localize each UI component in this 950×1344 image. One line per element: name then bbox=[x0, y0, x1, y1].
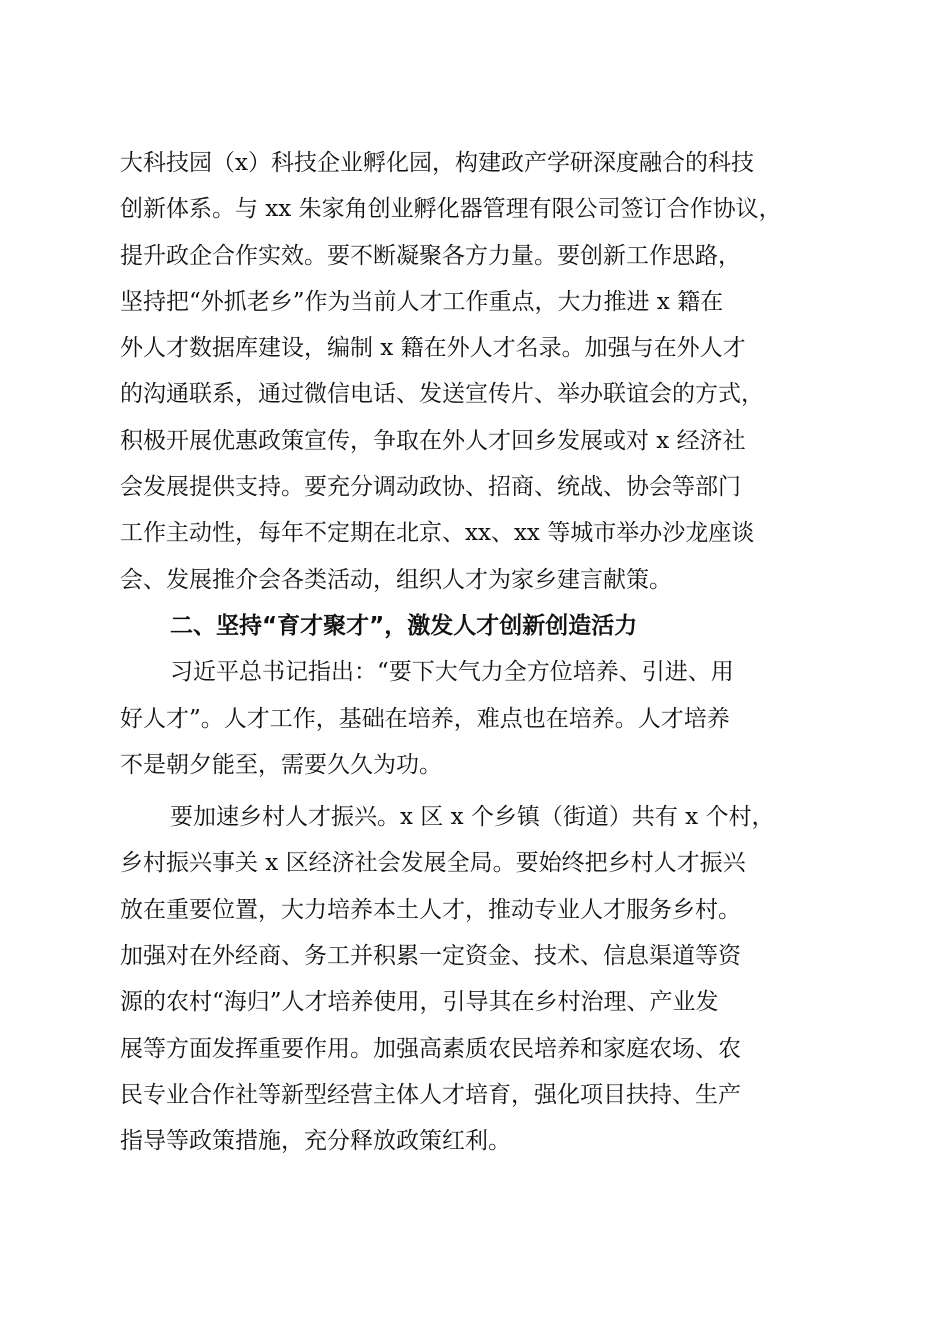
text-line: 乡村振兴事关 x 区经济社会发展全局。要始终把乡村人才振兴 bbox=[120, 850, 746, 877]
text-line: 大科技园（x）科技企业孵化园，构建政产学研深度融合的科技 bbox=[120, 150, 754, 176]
text-line: 指导等政策措施，充分释放政策红利。 bbox=[120, 1128, 511, 1155]
text-line: 民专业合作社等新型经营主体人才培育，强化项目扶持、生产 bbox=[120, 1081, 741, 1108]
text-line: 加强对在外经商、务工并积累一定资金、技术、信息渠道等资 bbox=[120, 943, 741, 970]
text-line: 会、发展推介会各类活动，组织人才为家乡建言献策。 bbox=[120, 566, 672, 593]
document-body bbox=[120, 140, 832, 1165]
text-line: 外人才数据库建设，编制 x 籍在外人才名录。加强与在外人才 bbox=[120, 335, 746, 362]
section-heading: 二、坚持“育才聚才”，激发人才创新创造活力 bbox=[170, 612, 638, 639]
text-line: 要加速乡村人才振兴。x 区 x 个乡镇（街道）共有 x 个村， bbox=[170, 804, 775, 831]
text-line: 积极开展优惠政策宣传，争取在外人才回乡发展或对 x 经济社 bbox=[120, 427, 746, 454]
text-line: 放在重要位置，大力培养本土人才，推动专业人才服务乡村。 bbox=[120, 896, 741, 923]
text-line: 展等方面发挥重要作用。加强高素质农民培养和家庭农场、农 bbox=[120, 1035, 741, 1062]
text-line: 提升政企合作实效。要不断凝聚各方力量。要创新工作思路， bbox=[120, 242, 741, 269]
text-line: 不是朝夕能至，需要久久为功。 bbox=[120, 751, 442, 778]
text-line: 源的农村“海归”人才培养使用，引导其在乡村治理、产业发 bbox=[120, 989, 719, 1016]
paragraph-continuation bbox=[120, 140, 832, 603]
text-line: 创新体系。与 xx 朱家角创业孵化器管理有限公司签订合作协议， bbox=[120, 196, 782, 223]
text-line: 会发展提供支持。要充分调动政协、招商、统战、协会等部门 bbox=[120, 474, 741, 501]
text-line: 好人才”。人才工作，基础在培养，难点也在培养。人才培养 bbox=[120, 705, 730, 732]
paragraph-quote bbox=[120, 649, 832, 788]
text-line: 习近平总书记指出：“要下大气力全方位培养、引进、用 bbox=[170, 659, 734, 686]
text-line: 坚持把“外抓老乡”作为当前人才工作重点，大力推进 x 籍在 bbox=[120, 288, 724, 315]
paragraph-rural-talent bbox=[120, 794, 832, 1164]
text-line: 的沟通联系，通过微信电话、发送宣传片、举办联谊会的方式， bbox=[120, 381, 764, 408]
text-line: 工作主动性，每年不定期在北京、xx、xx 等城市举办沙龙座谈 bbox=[120, 520, 755, 547]
